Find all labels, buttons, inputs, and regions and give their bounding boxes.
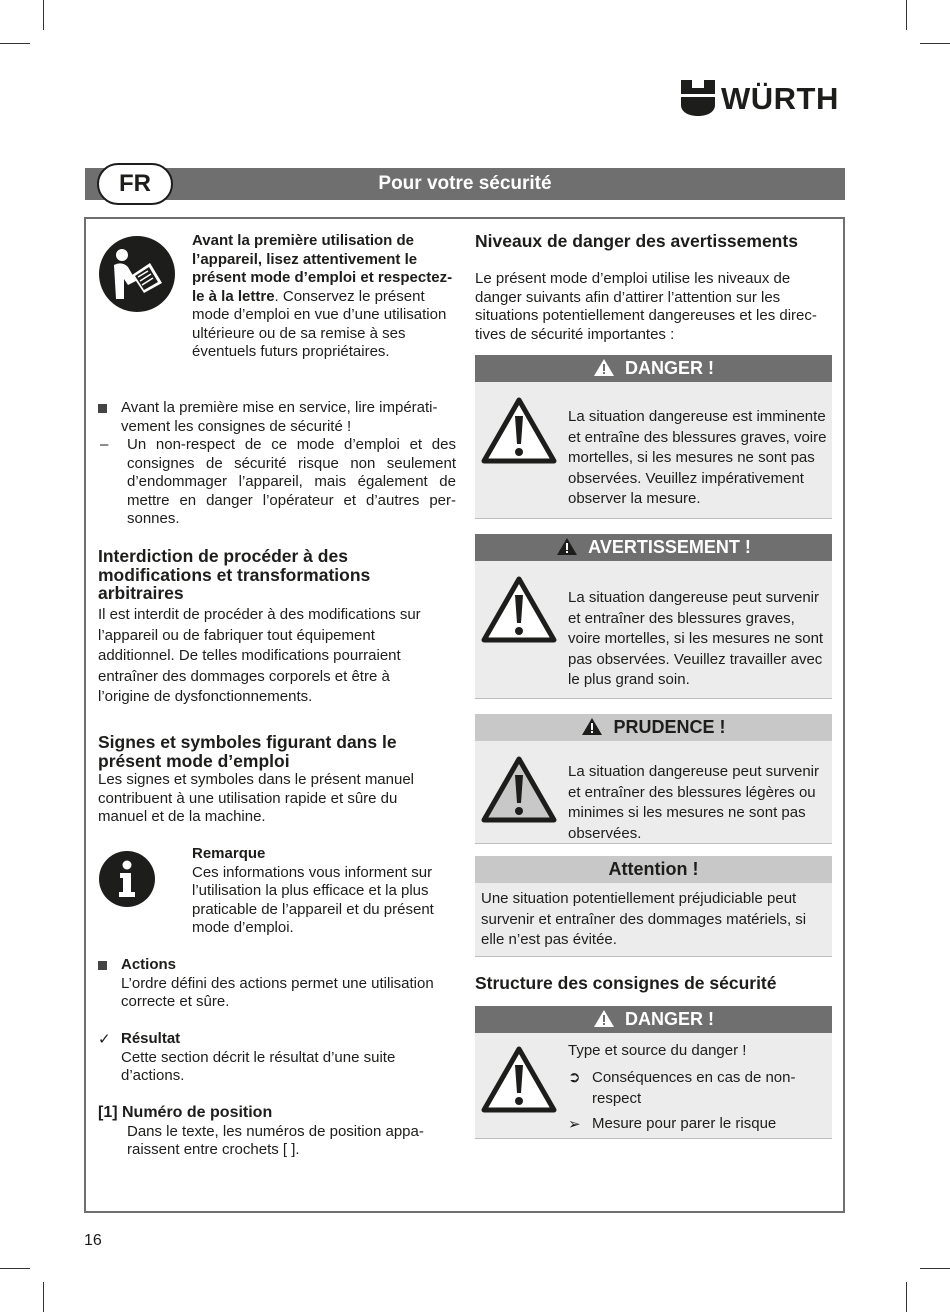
crop-mark xyxy=(0,1268,30,1269)
structure-label: DANGER ! xyxy=(625,1009,714,1029)
avertissement-label: AVERTISSEMENT ! xyxy=(588,537,751,557)
crop-mark xyxy=(920,1268,950,1269)
crop-mark xyxy=(906,1282,907,1312)
attention-text: Une situation potentiellement préjudiciable peut survenir et entraîner des dommages matériels, si elle n’est pas évitée. xyxy=(481,890,807,948)
dash-bullet: – xyxy=(100,436,109,453)
prudence-body xyxy=(475,741,832,844)
crop-mark xyxy=(920,43,950,44)
check-icon: ✓ xyxy=(98,1030,111,1048)
paragraph-niveaux: Le présent mode d’emploi utilise les niveaux de danger suivants afin d’attirer l’attention sur les situations potentiellement dangereuses et les directives de sécurité importantes : xyxy=(475,270,817,343)
heading-modifications: Interdiction de procéder à des modifications et transformations arbitraires xyxy=(98,546,371,603)
warning-small-icon xyxy=(593,1009,615,1028)
crop-mark xyxy=(43,0,44,30)
danger-label: DANGER ! xyxy=(625,358,714,378)
resultat-block xyxy=(98,1030,456,1086)
structure-line-1: Type et source du danger ! xyxy=(568,1042,747,1059)
structure-body xyxy=(475,1033,832,1139)
avertissement-box xyxy=(475,534,832,699)
remarque-title: Remarque xyxy=(192,845,266,862)
warning-triangle-icon xyxy=(481,575,557,643)
prudence-text: La situation dangereuse peut survenir et entraîner des blessures légères ou minimes si les mesures ne sont pas observées. xyxy=(568,763,820,842)
warning-small-icon xyxy=(581,717,603,736)
danger-text: La situation dangereuse est imminente et entraîne des blessures graves, voire mortelles, si les mesures ne sont pas observées. Veuillez impérativement observer la mesure. xyxy=(568,408,827,507)
language-badge: FR xyxy=(97,163,173,205)
danger-header xyxy=(475,355,832,382)
actions-block xyxy=(98,956,456,1012)
actions-title: Actions xyxy=(121,956,177,973)
wurth-logo xyxy=(681,80,847,118)
avertissement-text: La situation dangereuse peut survenir et entraîner des blessures graves, voire mortelles, si les mesures ne sont pas observées. Veuillez travailler avec le plus grand soin. xyxy=(568,589,824,688)
intro-rest: . Conservez le présent mode d’emploi en vue d’une utilisation ultérieure ou de sa remise à ses éventuels futurs propriétaires. xyxy=(192,287,447,360)
paragraph-signes: Les signes et symboles dans le présent manuel contribuent à une utilisation rapide et sûre du manuel et de la machine. xyxy=(98,771,415,825)
crop-mark xyxy=(43,1282,44,1312)
danger-body xyxy=(475,382,832,519)
info-icon xyxy=(98,850,156,908)
actions-text: L’ordre défini des actions permet une utilisation correcte et sûre. xyxy=(121,974,434,1010)
heading-structure: Structure des consignes de sécurité xyxy=(475,973,777,993)
structure-header xyxy=(475,1006,832,1033)
warning-triangle-icon xyxy=(481,755,557,823)
structure-line-2: Conséquences en cas de non-respect xyxy=(592,1069,796,1107)
list-item xyxy=(98,399,456,436)
attention-box xyxy=(475,856,832,957)
position-block xyxy=(98,1104,456,1160)
warning-triangle-icon xyxy=(481,396,557,464)
read-manual-icon xyxy=(98,235,176,313)
square-bullet-icon xyxy=(98,404,107,413)
crop-mark xyxy=(0,43,30,44)
page-number: 16 xyxy=(84,1232,102,1249)
structure-line-3: Mesure pour parer le risque xyxy=(592,1115,777,1132)
square-bullet-icon xyxy=(98,961,107,970)
arrow-right-icon: ➢ xyxy=(568,1115,581,1133)
prudence-label: PRUDENCE ! xyxy=(613,717,726,737)
prudence-header xyxy=(475,714,832,741)
wurth-logo-icon xyxy=(681,80,715,116)
crop-mark xyxy=(906,0,907,30)
intro-bold: Avant la première utilisation de l’appareil, lisez attentivement le présent mode d’emploi et respectez-le à la lettre xyxy=(192,232,453,305)
resultat-title: Résultat xyxy=(121,1030,181,1047)
prudence-box xyxy=(475,714,832,844)
structure-box xyxy=(475,1006,832,1139)
bullet-text: Avant la première mise en service, lire impérativement les consignes de sécurité ! xyxy=(121,399,438,435)
position-title: [1] Numéro de position xyxy=(98,1104,273,1121)
avertissement-body xyxy=(475,561,832,699)
warning-small-icon xyxy=(593,358,615,377)
position-text: Dans le texte, les numéros de position apparaissent entre crochets [ ]. xyxy=(127,1122,424,1158)
list-item xyxy=(98,436,456,529)
brand-name: WÜRTH xyxy=(721,81,839,116)
attention-label: Attention ! xyxy=(608,859,699,879)
arrow-circle-icon: ➲ xyxy=(568,1068,581,1086)
heading-niveaux: Niveaux de danger des avertissements xyxy=(475,231,798,251)
avertissement-header xyxy=(475,534,832,561)
attention-body xyxy=(475,883,832,957)
remarque-block xyxy=(192,845,456,938)
dash-text: Un non-respect de ce mode d’emploi et des consignes de sécurité risque non seulement d’endommager l’appareil, mais également de mettre en danger l’opérateur et d’autres personnes. xyxy=(127,436,456,527)
attention-header xyxy=(475,856,832,883)
warning-triangle-icon xyxy=(481,1045,557,1113)
danger-box xyxy=(475,355,832,519)
intro-paragraph xyxy=(192,232,456,362)
resultat-text: Cette section décrit le résultat d’une suite d’actions. xyxy=(121,1048,396,1084)
remarque-text: Ces informations vous informent sur l’utilisation la plus efficace et la plus praticable de l’appareil et du présent mode d’emploi. xyxy=(192,863,434,936)
warning-small-icon xyxy=(556,537,578,556)
banner-title: Pour votre sécurité xyxy=(378,173,552,194)
paragraph-modifications: Il est interdit de procéder à des modifications sur l’appareil ou de fabriquer tout équipement additionnel. De telles modifications pourraient entraîner des dommages corporels et être à l’origine de dysfonctionnements. xyxy=(98,606,421,705)
heading-signes: Signes et symboles figurant dans le présent mode d’emploi xyxy=(98,732,397,771)
